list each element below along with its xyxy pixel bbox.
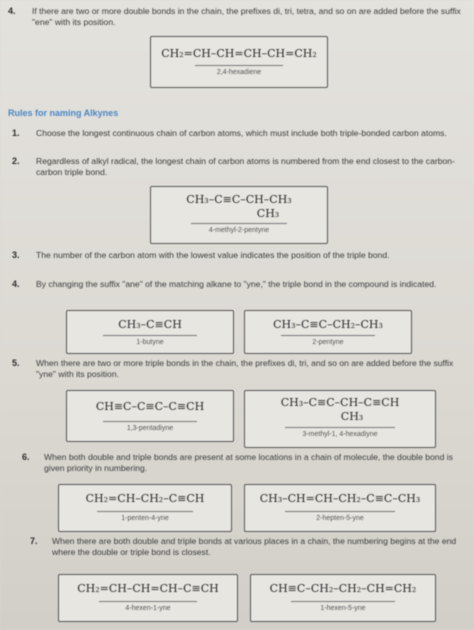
item-number: 3. — [12, 250, 20, 260]
formula-box — [150, 186, 328, 244]
formula-box — [58, 574, 238, 622]
compound-name: 3-methyl-1, 4-hexadiyne — [302, 431, 378, 438]
structural-formula: CH≡C–CH₂–CH₂–CH=CH₂ — [269, 582, 417, 595]
rule-text: By changing the suffix "ane" of the matching alkane to "yne," the triple bond in the compound is indicated. — [36, 279, 437, 289]
item-number: 4. — [12, 279, 20, 289]
structural-formula: CH₃–C≡C–CH–C≡CH — [280, 396, 400, 409]
formula-box — [66, 390, 234, 442]
structural-formula: CH₃–CH=CH–CH₂–C≡C–CH₃ — [259, 492, 421, 505]
formula-box — [58, 484, 232, 532]
structural-formula: CH₃–C≡C–CH₂–CH₃ — [273, 318, 383, 331]
rule-text: When both double and triple bonds are present at some locations in a chain of molecule, the double bond is given priority in numbering. — [44, 452, 453, 473]
compound-name: 1-hexen-5-yne — [320, 605, 366, 612]
structural-formula: CH₂=CH–CH=CH–C≡CH — [77, 582, 219, 595]
rule-text: If there are two or more double bonds in the chain, the prefixes di, tri, tetra, and so on are added before the suffix "ene" with its position. — [32, 6, 461, 27]
item-number: 7. — [30, 536, 38, 546]
structural-formula: CH₃–C≡C–CH–CH₃ — [186, 193, 292, 206]
compound-name: 1-butyne — [136, 339, 164, 346]
section-heading: Rules for naming Alkynes — [8, 108, 119, 118]
compound-name: 2,4-hexadiene — [216, 69, 262, 76]
rule-text: When there are two or more triple bonds in the chain, the prefixes di, tri, and so on are added before the suffix "yne" with its position. — [36, 358, 454, 379]
compound-name: 1-penten-4-yne — [121, 515, 169, 522]
compound-name: 1,3-pentadiyne — [126, 425, 174, 432]
formula-box — [244, 310, 412, 354]
rule-text: The number of the carbon atom with the lowest value indicates the position of the triple bond. — [36, 250, 390, 260]
rule-text: Choose the longest continuous chain of carbon atoms, which must include both triple-bonded carbon atoms. — [36, 128, 447, 138]
formula-box — [150, 36, 328, 88]
formula-box — [66, 310, 234, 354]
structural-formula: CH₃–C≡CH — [118, 318, 182, 331]
branch-group: CH₃ — [256, 207, 280, 220]
compound-name: 4-hexen-1-yne — [125, 605, 171, 612]
formula-box — [244, 484, 436, 532]
item-number: 6. — [22, 452, 30, 462]
compound-name: 2-hepten-5-yne — [316, 515, 364, 522]
compound-name: 2-pentyne — [312, 339, 344, 346]
item-number: 2. — [12, 156, 20, 166]
rule-text: When there are both double and triple bonds at various places in a chain, the numbering begins at the end where the double or triple bond is closest. — [52, 536, 457, 557]
rule-text: Regardless of alkyl radical, the longest chain of carbon atoms is numbered from the end closest to the carbon-carbon triple bond. — [36, 156, 455, 177]
branch-group: CH₃ — [340, 410, 364, 423]
item-number: 4. — [8, 6, 16, 16]
item-number: 5. — [12, 358, 20, 368]
structural-formula: CH₂=CH–CH=CH–CH=CH₂ — [161, 47, 317, 60]
item-number: 1. — [12, 128, 20, 138]
structural-formula: CH≡C–C≡C–C≡CH — [95, 400, 205, 413]
formula-box — [250, 574, 436, 622]
structural-formula: CH₂=CH–CH₂–C≡CH — [85, 492, 205, 505]
formula-box — [244, 390, 436, 448]
compound-name: 4-methyl-2-pentyne — [208, 227, 270, 234]
